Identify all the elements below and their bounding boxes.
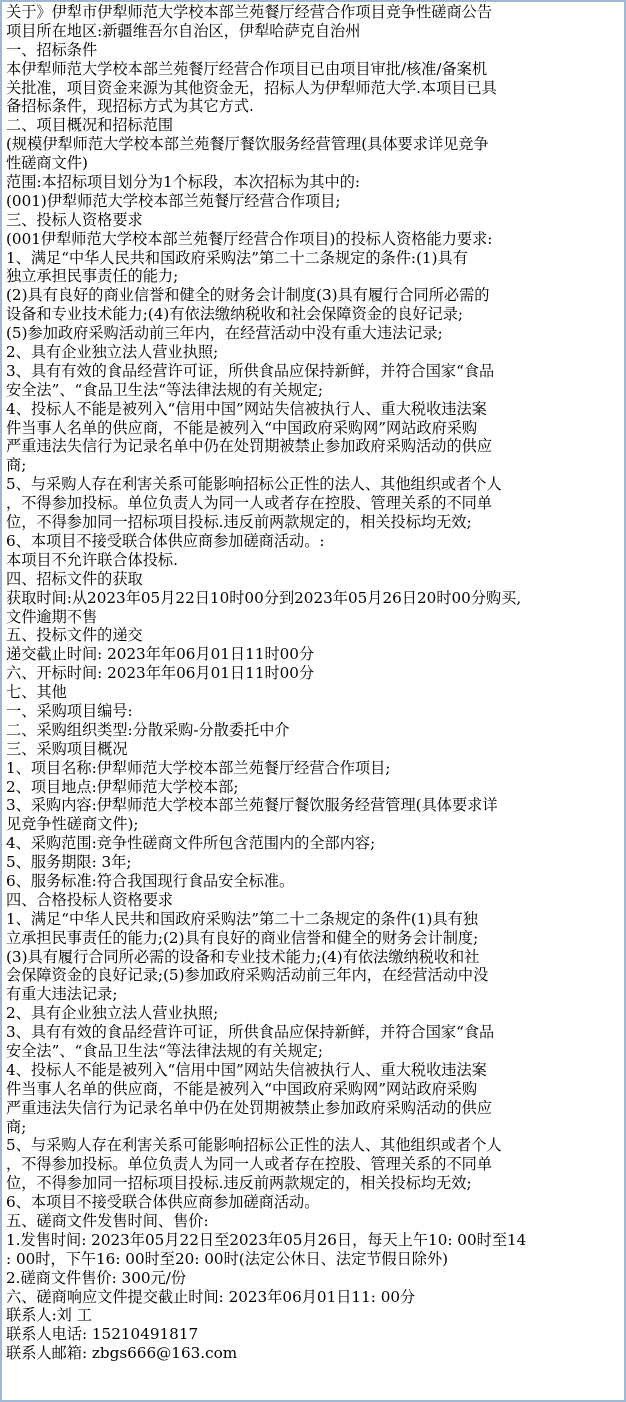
document-line: 6、本项目不接受联合体供应商参加磋商活动。	[6, 1193, 320, 1212]
document-line: 六、磋商响应文件提交截止时间: 2023年06月01日11: 00分	[6, 1287, 416, 1306]
document-line: 2、具有企业独立法人营业执照;	[6, 343, 219, 362]
document-line: 位，不得参加同一招标项目投标.违反前两款规定的，相关投标均无效;	[6, 1174, 472, 1193]
document-line: 一、招标条件	[6, 40, 98, 59]
document-line: 关批准，项目资金来源为其他资金无，招标人为伊犁师范大学.本项目已具	[6, 78, 497, 97]
document-line: 六、开标时间: 2023年年06月01日11时00分	[6, 664, 315, 683]
document-line: 1、项目名称:伊犁师范大学校本部兰苑餐厅经营合作项目;	[6, 758, 391, 777]
document-line: 安全法”、“食品卫生法“等法律法规的有关规定;	[6, 380, 323, 399]
document-line: 有重大违法记录;	[6, 985, 118, 1004]
document-line: 项目所在地区:新疆维吾尔自治区，伊犁哈萨克自治州	[6, 21, 361, 40]
document-line: 备招标条件，现招标方式为其它方式.	[6, 97, 254, 116]
document-line: 三、采购项目概况	[6, 739, 128, 758]
document-line: 1、满足“中华人民共和国政府采购法”第二十二条规定的条件:(1)具有	[6, 248, 468, 267]
document-line: 2、项目地点:伊犁师范大学校本部;	[6, 777, 239, 796]
document-line: 递交截止时间: 2023年年06月01日11时00分	[6, 645, 315, 664]
document-line: 二、项目概况和招标范围	[6, 116, 174, 135]
document-line: 范围:本招标项目划分为1个标段，本次招标为其中的:	[6, 173, 361, 192]
document-line: 5、服务期限: 3年;	[6, 853, 132, 872]
document-title: 关于》伊犁市伊犁师范大学校本部兰苑餐厅经营合作项目竞争性磋商公告	[6, 3, 492, 21]
document-line: 件当事人名单的供应商，不能是被列入“中国政府采购网”网站政府采购	[6, 1079, 478, 1098]
document-line: 3、采购内容:伊犁师范大学校本部兰苑餐厅餐饮服务经营管理(具体要求详	[6, 796, 498, 815]
document-line: 联系人:刘 工	[6, 1306, 92, 1325]
document-line: 会保障资金的良好记录;(5)参加政府采购活动前三年内，在经营活动中没	[6, 966, 489, 985]
document-line: ，不得参加投标。单位负责人为同一人或者存在控股、管理关系的不同单	[6, 1155, 492, 1174]
document-line: 独立承担民事责任的能力;	[6, 267, 179, 286]
document-line: 联系人电话: 15210491817	[6, 1325, 199, 1344]
document-line: (001)伊犁师范大学校本部兰苑餐厅经营合作项目;	[6, 191, 341, 210]
document-body	[2, 2, 624, 1363]
document-line: 五、磋商文件发售时间、售价:	[6, 1212, 209, 1230]
document-line: 5、与采购人存在利害关系可能影响招标公正性的法人、其他组织或者个人	[6, 475, 502, 494]
document-line: 位，不得参加同一招标项目投标.违反前两款规定的，相关投标均无效;	[6, 513, 472, 532]
document-line: (规模伊犁师范大学校本部兰苑餐厅餐饮服务经营管理(具体要求详见竞争	[6, 135, 489, 154]
document-line: 3、具有有效的食品经营许可证，所供食品应保持新鲜，并符合国家“食品	[6, 361, 495, 380]
document-line: 严重违法失信行为记录名单中仍在处罚期被禁止参加政府采购活动的供应	[6, 1098, 492, 1117]
document-line: 件当事人名单的供应商，不能是被列入“中国政府采购网”网站政府采购	[6, 418, 478, 437]
document-line: 本项目不允许联合体投标.	[6, 550, 178, 569]
document-line: 4、投标人不能是被列入“信用中国”网站失信被执行人、重大税收违法案	[6, 1060, 487, 1079]
document-line: 文件逾期不售	[6, 607, 98, 626]
document-line: 6、本项目不接受联合体供应商参加磋商活动。:	[6, 531, 325, 550]
document-line: 设备和专业技术能力;(4)有依法缴纳税收和社会保障资金的良好记录;	[6, 305, 463, 324]
document-line: 安全法”、“食品卫生法“等法律法规的有关规定;	[6, 1041, 323, 1060]
document-line: 严重违法失信行为记录名单中仍在处罚期被禁止参加政府采购活动的供应	[6, 437, 492, 456]
document-line: 获取时间:从2023年05月22日10时00分到2023年05月26日20时00分购买,	[6, 588, 522, 607]
document-line: 本伊犁师范大学校本部兰苑餐厅经营合作项目已由项目审批/核准/备案机	[6, 59, 488, 78]
document-line: 2、具有企业独立法人营业执照;	[6, 1004, 219, 1023]
document-line: 联系人邮箱: zbgs666@163.com	[6, 1344, 238, 1363]
document-line: 见竞争性磋商文件);	[6, 815, 139, 834]
document-line: 一、采购项目编号:	[6, 701, 133, 720]
document-line: 商;	[6, 456, 27, 475]
document-line: 四、招标文件的获取	[6, 569, 143, 588]
document-line: : 00时，下午16: 00时至20: 00时(法定公休日、法定节假日除外)	[6, 1249, 449, 1268]
document-line: 五、投标文件的递交	[6, 626, 143, 645]
document-line: ，不得参加投标。单位负责人为同一人或者存在控股、管理关系的不同单	[6, 494, 492, 513]
document-line: 四、合格投标人资格要求	[6, 890, 174, 909]
document-line: (3)具有履行合同所必需的设备和专业技术能力;(4)有依法缴纳税收和社	[6, 947, 480, 966]
document-line: 5、与采购人存在利害关系可能影响招标公正性的法人、其他组织或者个人	[6, 1136, 502, 1155]
document-line: 性磋商文件)	[6, 154, 88, 173]
document-line: 4、采购范围:竞争性磋商文件所包含范围内的全部内容;	[6, 834, 376, 853]
document-line: 1.发售时间: 2023年05月22日至2023年05月26日，每天上午10: 00时至14	[6, 1230, 527, 1249]
document-line: (2)具有良好的商业信誉和健全的财务会计制度(3)具有履行合同所必需的	[6, 286, 490, 305]
document-line: 商;	[6, 1117, 27, 1136]
document-line: 4、投标人不能是被列入“信用中国”网站失信被执行人、重大税收违法案	[6, 399, 487, 418]
document-line: (5)参加政府采购活动前三年内，在经营活动中没有重大违法记录;	[6, 324, 443, 343]
document-line: 二、采购组织类型:分散采购-分散委托中介	[6, 720, 290, 739]
document-line: 3、具有有效的食品经营许可证，所供食品应保持新鲜，并符合国家“食品	[6, 1023, 495, 1042]
document-line: 七、其他	[6, 683, 67, 702]
document-line: 2.磋商文件售价: 300元/份	[6, 1268, 187, 1287]
document-line: (001伊犁师范大学校本部兰苑餐厅经营合作项目)的投标人资格能力要求:	[6, 229, 493, 248]
document-line: 6、服务标准:符合我国现行食品安全标准。	[6, 871, 295, 890]
document-line: 1、满足“中华人民共和国政府采购法”第二十二条规定的条件(1)具有独	[6, 909, 478, 928]
document-line: 立承担民事责任的能力;(2)具有良好的商业信誉和健全的财务会计制度;	[6, 928, 479, 947]
document-line: 三、投标人资格要求	[6, 210, 143, 229]
